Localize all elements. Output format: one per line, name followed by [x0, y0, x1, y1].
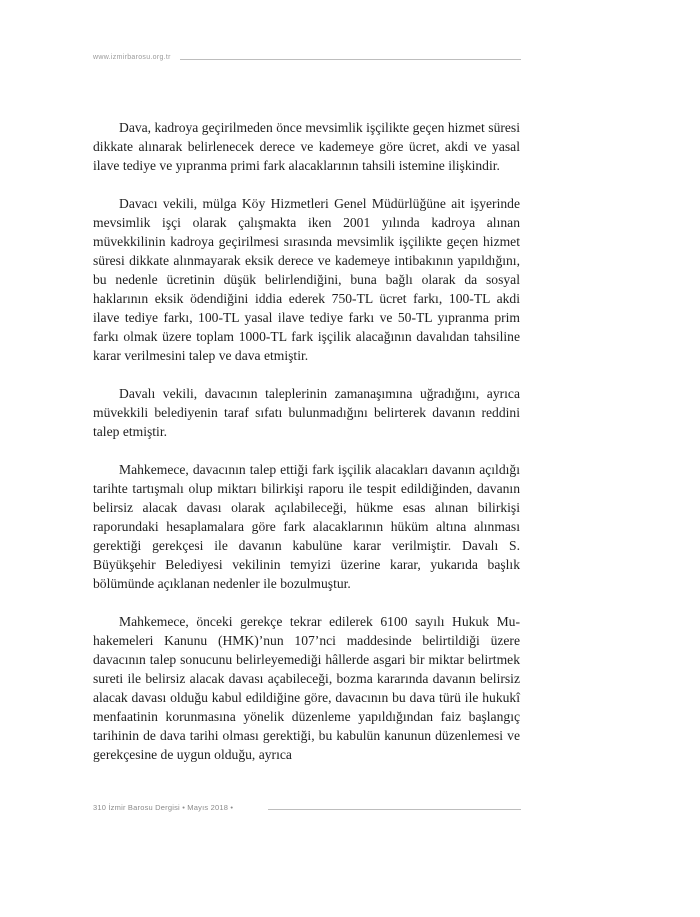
header-url: www.izmirbarosu.org.tr: [93, 54, 171, 61]
paragraph: Dava, kadroya geçirilmeden önce mevsimlik işçilikte geçen hizmet süresi dikkate alınarak belirlenecek derece ve kademeye göre ücret, akdi ve yasal ilave tediye ve yıpranma primi fark alacaklarının tahsili istemine ilişkindir.: [93, 120, 520, 173]
page-footer: [93, 802, 521, 816]
paragraph: Mahkemece, önceki gerekçe tekrar edilerek 6100 sayılı Hukuk Muhakemeleri Kanunu (HMK)’nun 107’nci maddesinde belirtildiği üzere davacının talep sonucunu belirleyemediği hâllerde asgari bir miktar belirtmek sureti ile belirsiz alacak davası açabileceği, bozma kararında davanın belirsiz alacak davası olduğu kabul edildiğine göre, davacının bu dava türü ile hukukî menfaatinin korunmasına yönelik düzenleme yapıldığından faiz başlangıç tarihinin de dava tarihi olması gerektiği, bu kabulün kanunun düzenlemesi ve gerekçesine de uygun olduğu, ayrıca: [93, 614, 520, 762]
body-text: [93, 118, 520, 764]
footer-rule: [268, 809, 521, 810]
paragraph: Mahkemece, davacının talep ettiği fark işçilik alacakları davanın açıldığı tarihte tartışmalı olup miktarı bilirkişi raporu ile tespit edildiğinden, davanın belirsiz alacak davası olarak açılabileceği, hükme esas alınan bilirkişi raporundaki hesaplamalara göre fark alacaklarının hüküm altına alınması gerektiği gerekçesi ile davanın kabulüne karar verilmiştir. Davalı S. Büyükşehir Belediyesi vekilinin temyizi üzerine karar, yukarıda başlık bölümünde açıklanan nedenler ile bozulmuştur.: [93, 462, 520, 591]
paragraph: Davacı vekili, mülga Köy Hizmetleri Genel Müdürlüğüne ait işyerinde mevsimlik işçi olarak çalışmakta iken 2001 yılında kadroya alınan müvekkilinin kadroya geçirilmesi sırasında mevsimlik işçilikte geçen hizmet süresi dikkate alınmayarak eksik derece ve kademeye intibakının yapıldığını, bu nedenle ücretinin düşük belirlendiğini, buna bağlı olarak da sosyal haklarının eksik ödendiğini iddia ederek 750-TL ücret farkı, 100-TL akdi ilave tediye farkı, 100-TL yasal ilave tediye farkı ve 50-TL yıpranma prim farkı olmak üzere toplam 1000-TL fark işçilik alacağının davalıdan tahsiline karar verilmesini talep ve dava etmiştir.: [93, 196, 520, 363]
page-header: [93, 52, 521, 66]
paragraph: Davalı vekili, davacının taleplerinin zamanaşımına uğradığını, ayrıca müvekkili belediyenin taraf sıfatı bulunmadığını belirterek davanın reddini talep etmiştir.: [93, 386, 520, 439]
header-rule: [180, 59, 521, 60]
footer-text: 310 İzmir Barosu Dergisi • Mayıs 2018 •: [93, 803, 234, 812]
